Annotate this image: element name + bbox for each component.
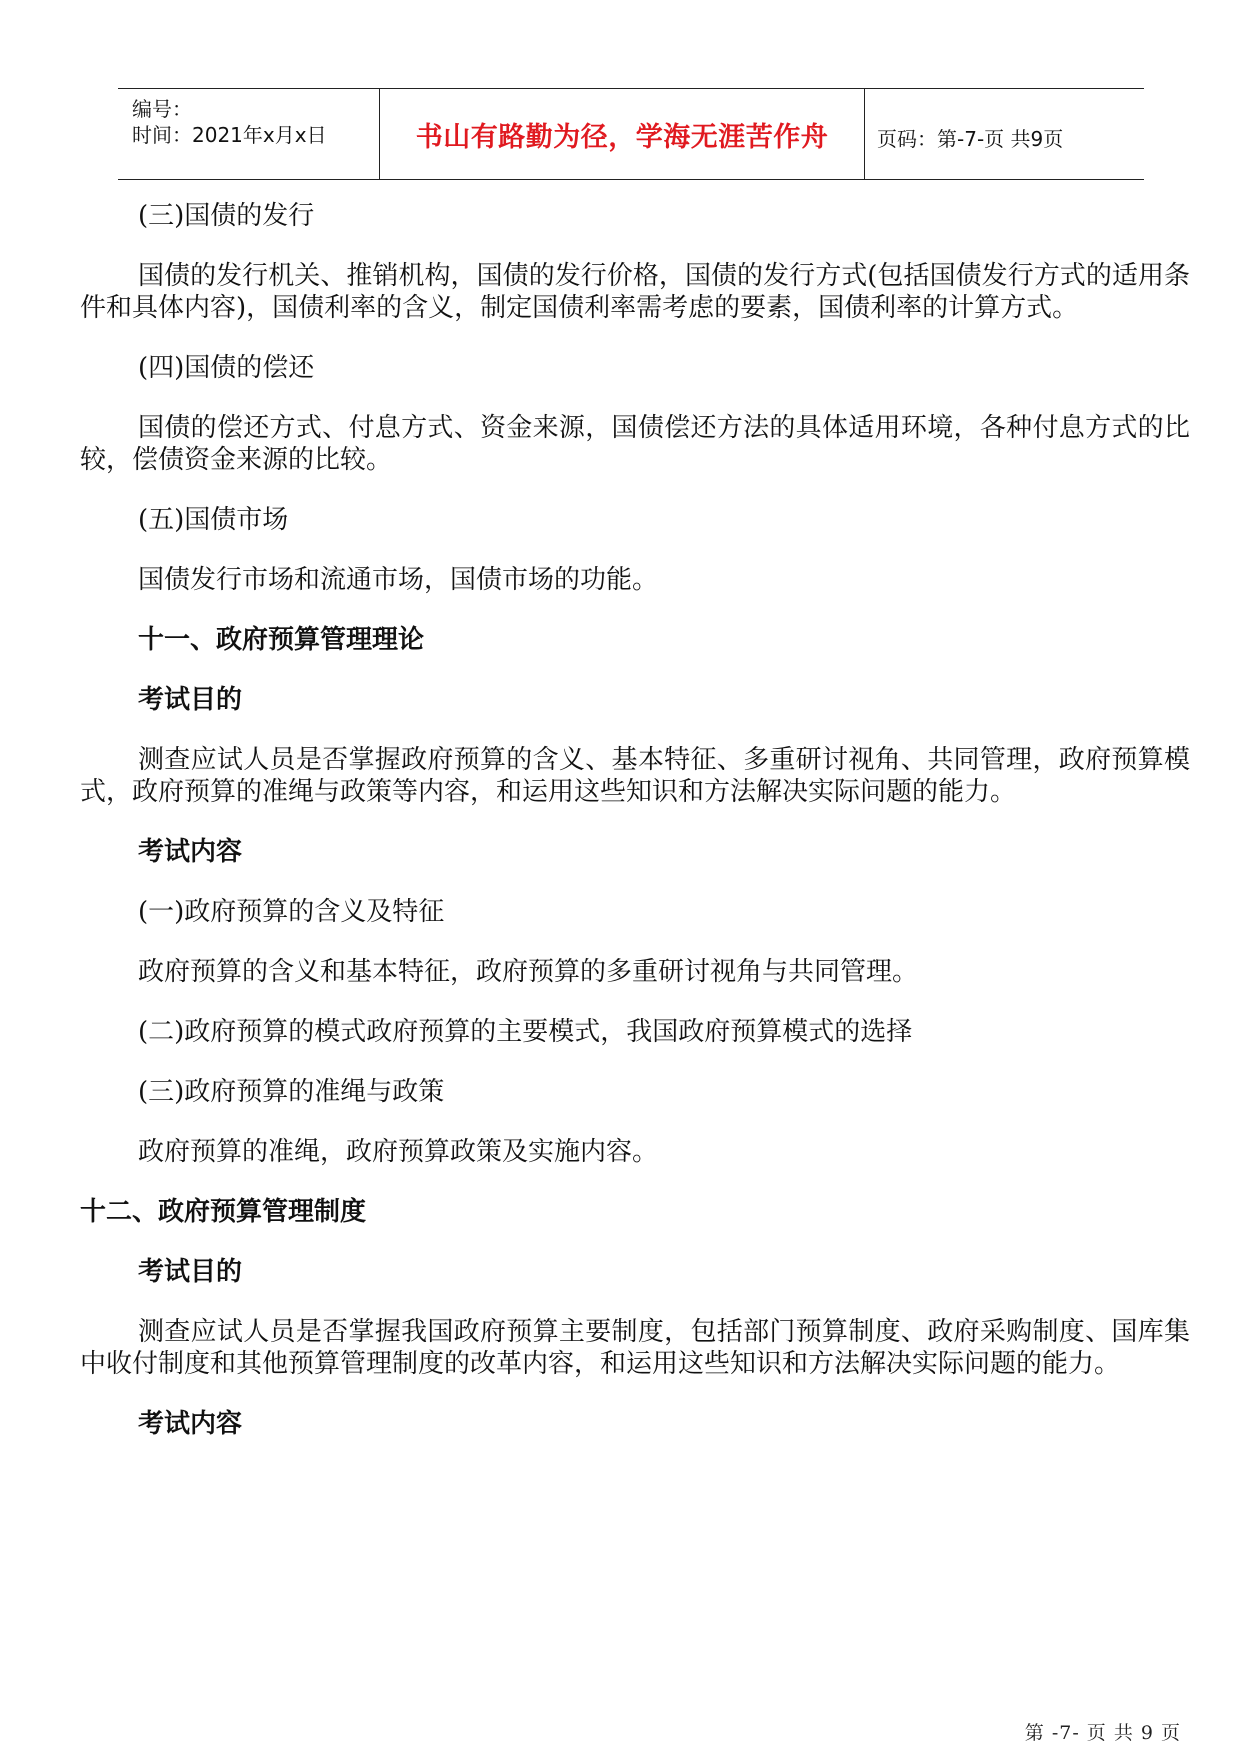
document-number-label: 编号： (132, 97, 192, 121)
section-subtitle: (三)国债的发行 (138, 201, 315, 231)
header-motto: 书山有路勤为径，学海无涯苦作舟 (380, 89, 865, 179)
section-heading: 考试内容 (138, 837, 243, 867)
section-subtitle: (一)政府预算的含义及特征 (138, 897, 445, 927)
header-page-cell (865, 89, 1144, 179)
paragraph: 测查应试人员是否掌握政府预算的含义、基本特征、多重研讨视角、共同管理，政府预算模式，政府预算的准绳与政策等内容，和运用这些知识和方法解决实际问题的能力。 (80, 745, 1190, 807)
paragraph: 国债的发行机关、推销机构，国债的发行价格，国债的发行方式(包括国债发行方式的适用条件和具体内容)，国债利率的含义，制定国债利率需考虑的要素，国债利率的计算方式。 (80, 261, 1190, 323)
section-heading: 考试目的 (138, 1257, 243, 1287)
section-subtitle: (三)政府预算的准绳与政策 (138, 1077, 445, 1107)
paragraph: 测查应试人员是否掌握我国政府预算主要制度，包括部门预算制度、政府采购制度、国库集中收付制度和其他预算管理制度的改革内容，和运用这些知识和方法解决实际问题的能力。 (80, 1317, 1190, 1379)
paragraph: 政府预算的含义和基本特征，政府预算的多重研讨视角与共同管理。 (138, 957, 919, 987)
paragraph: 政府预算的准绳，政府预算政策及实施内容。 (138, 1137, 659, 1167)
paragraph: 国债发行市场和流通市场，国债市场的功能。 (138, 565, 659, 595)
chapter-heading: 十二、政府预算管理制度 (80, 1197, 367, 1227)
paragraph: 国债的偿还方式、付息方式、资金来源，国债偿还方法的具体适用环境，各种付息方式的比较，偿债资金来源的比较。 (80, 413, 1190, 475)
section-subtitle: (二)政府预算的模式政府预算的主要模式，我国政府预算模式的选择 (138, 1017, 913, 1047)
header-meta-cell (118, 89, 380, 179)
document-time-label: 时间：2021年x月x日 (132, 123, 327, 147)
section-heading: 考试目的 (138, 685, 243, 715)
section-heading: 考试内容 (138, 1409, 243, 1439)
chapter-heading: 十一、政府预算管理理论 (138, 625, 425, 655)
section-subtitle: (五)国债市场 (138, 505, 289, 535)
document-body (80, 200, 1190, 1440)
page-footer: 第 -7- 页 共 9 页 (1024, 1722, 1181, 1744)
section-subtitle: (四)国债的偿还 (138, 353, 315, 383)
page-header (118, 88, 1144, 180)
header-page-label: 页码：第-7-页 共9页 (877, 127, 1064, 151)
